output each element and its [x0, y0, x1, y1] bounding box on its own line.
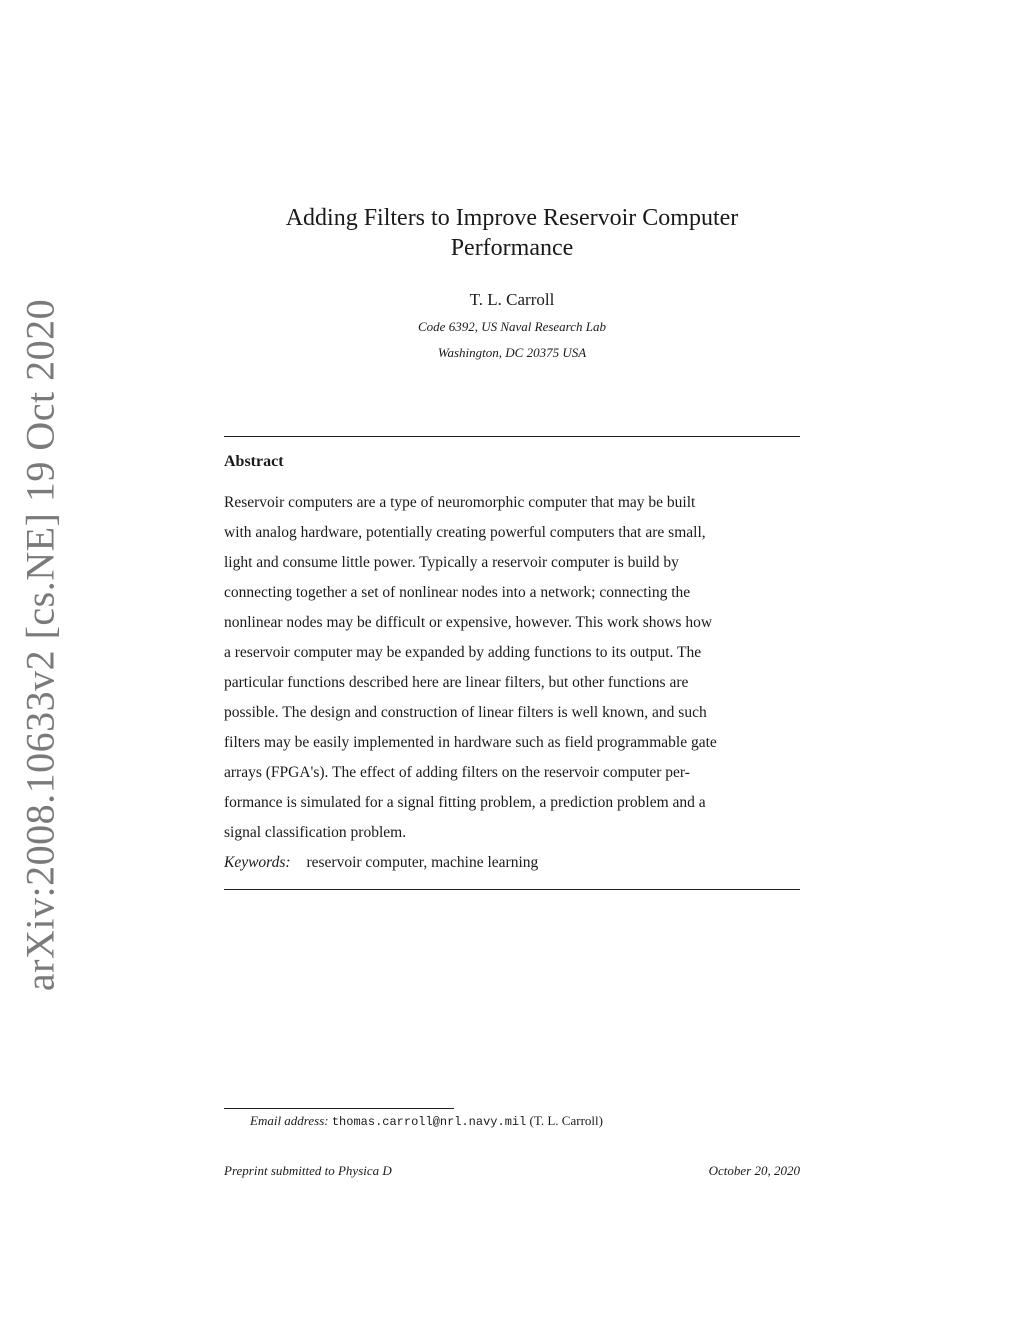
abstract-line: connecting together a set of nonlinear nodes into a network; connecting the — [224, 584, 691, 601]
paper-title — [224, 203, 800, 263]
abstract-line: arrays (FPGA's). The effect of adding filters on the reservoir computer per- — [224, 764, 690, 781]
keywords — [224, 854, 538, 872]
abstract-top-rule — [224, 436, 800, 437]
author-name: T. L. Carroll — [469, 290, 555, 309]
title-line: Adding Filters to Improve Reservoir Computer — [285, 205, 739, 231]
abstract-bottom-rule — [224, 889, 800, 890]
abstract-line: nonlinear nodes may be difficult or expensive, however. This work shows how — [224, 614, 713, 631]
abstract-line: signal classification problem. — [224, 824, 407, 841]
abstract-line: particular functions described here are linear filters, but other functions are — [224, 674, 689, 691]
abstract-line: filters may be easily implemented in hardware such as field programmable gate — [224, 734, 717, 751]
keywords-label: Keywords: — [224, 854, 291, 871]
keywords-value: reservoir computer, machine learning — [306, 854, 539, 871]
abstract-heading: Abstract — [224, 453, 284, 470]
abstract-line: formance is simulated for a signal fitting problem, a prediction problem and a — [224, 794, 706, 811]
email-attribution: (T. L. Carroll) — [529, 1113, 603, 1128]
title-line: Performance — [450, 235, 574, 261]
affiliation-line: Washington, DC 20375 USA — [437, 345, 587, 360]
abstract-line: Reservoir computers are a type of neuromorphic computer that may be built — [224, 494, 696, 511]
abstract-line: possible. The design and construction of linear filters is well known, and such — [224, 704, 707, 721]
arxiv-identifier: arXiv:2008.10633v2 [cs.NE] 19 Oct 2020 — [17, 298, 63, 992]
abstract-body — [224, 488, 800, 848]
affiliation-line: Code 6392, US Naval Research Lab — [418, 319, 606, 334]
abstract-line: light and consume little power. Typically a reservoir computer is build by — [224, 554, 679, 571]
abstract-line: a reservoir computer may be expanded by adding functions to its output. The — [224, 644, 702, 661]
footnote-rule — [224, 1108, 454, 1109]
email-label: Email address: — [250, 1113, 329, 1128]
email-address[interactable]: thomas.carroll@nrl.navy.mil — [331, 1115, 527, 1129]
preprint-note: Preprint submitted to Physica D — [224, 1163, 392, 1178]
abstract-line: with analog hardware, potentially creating powerful computers that are small, — [224, 524, 706, 541]
email-footnote — [250, 1113, 603, 1129]
preprint-date: October 20, 2020 — [708, 1163, 800, 1178]
